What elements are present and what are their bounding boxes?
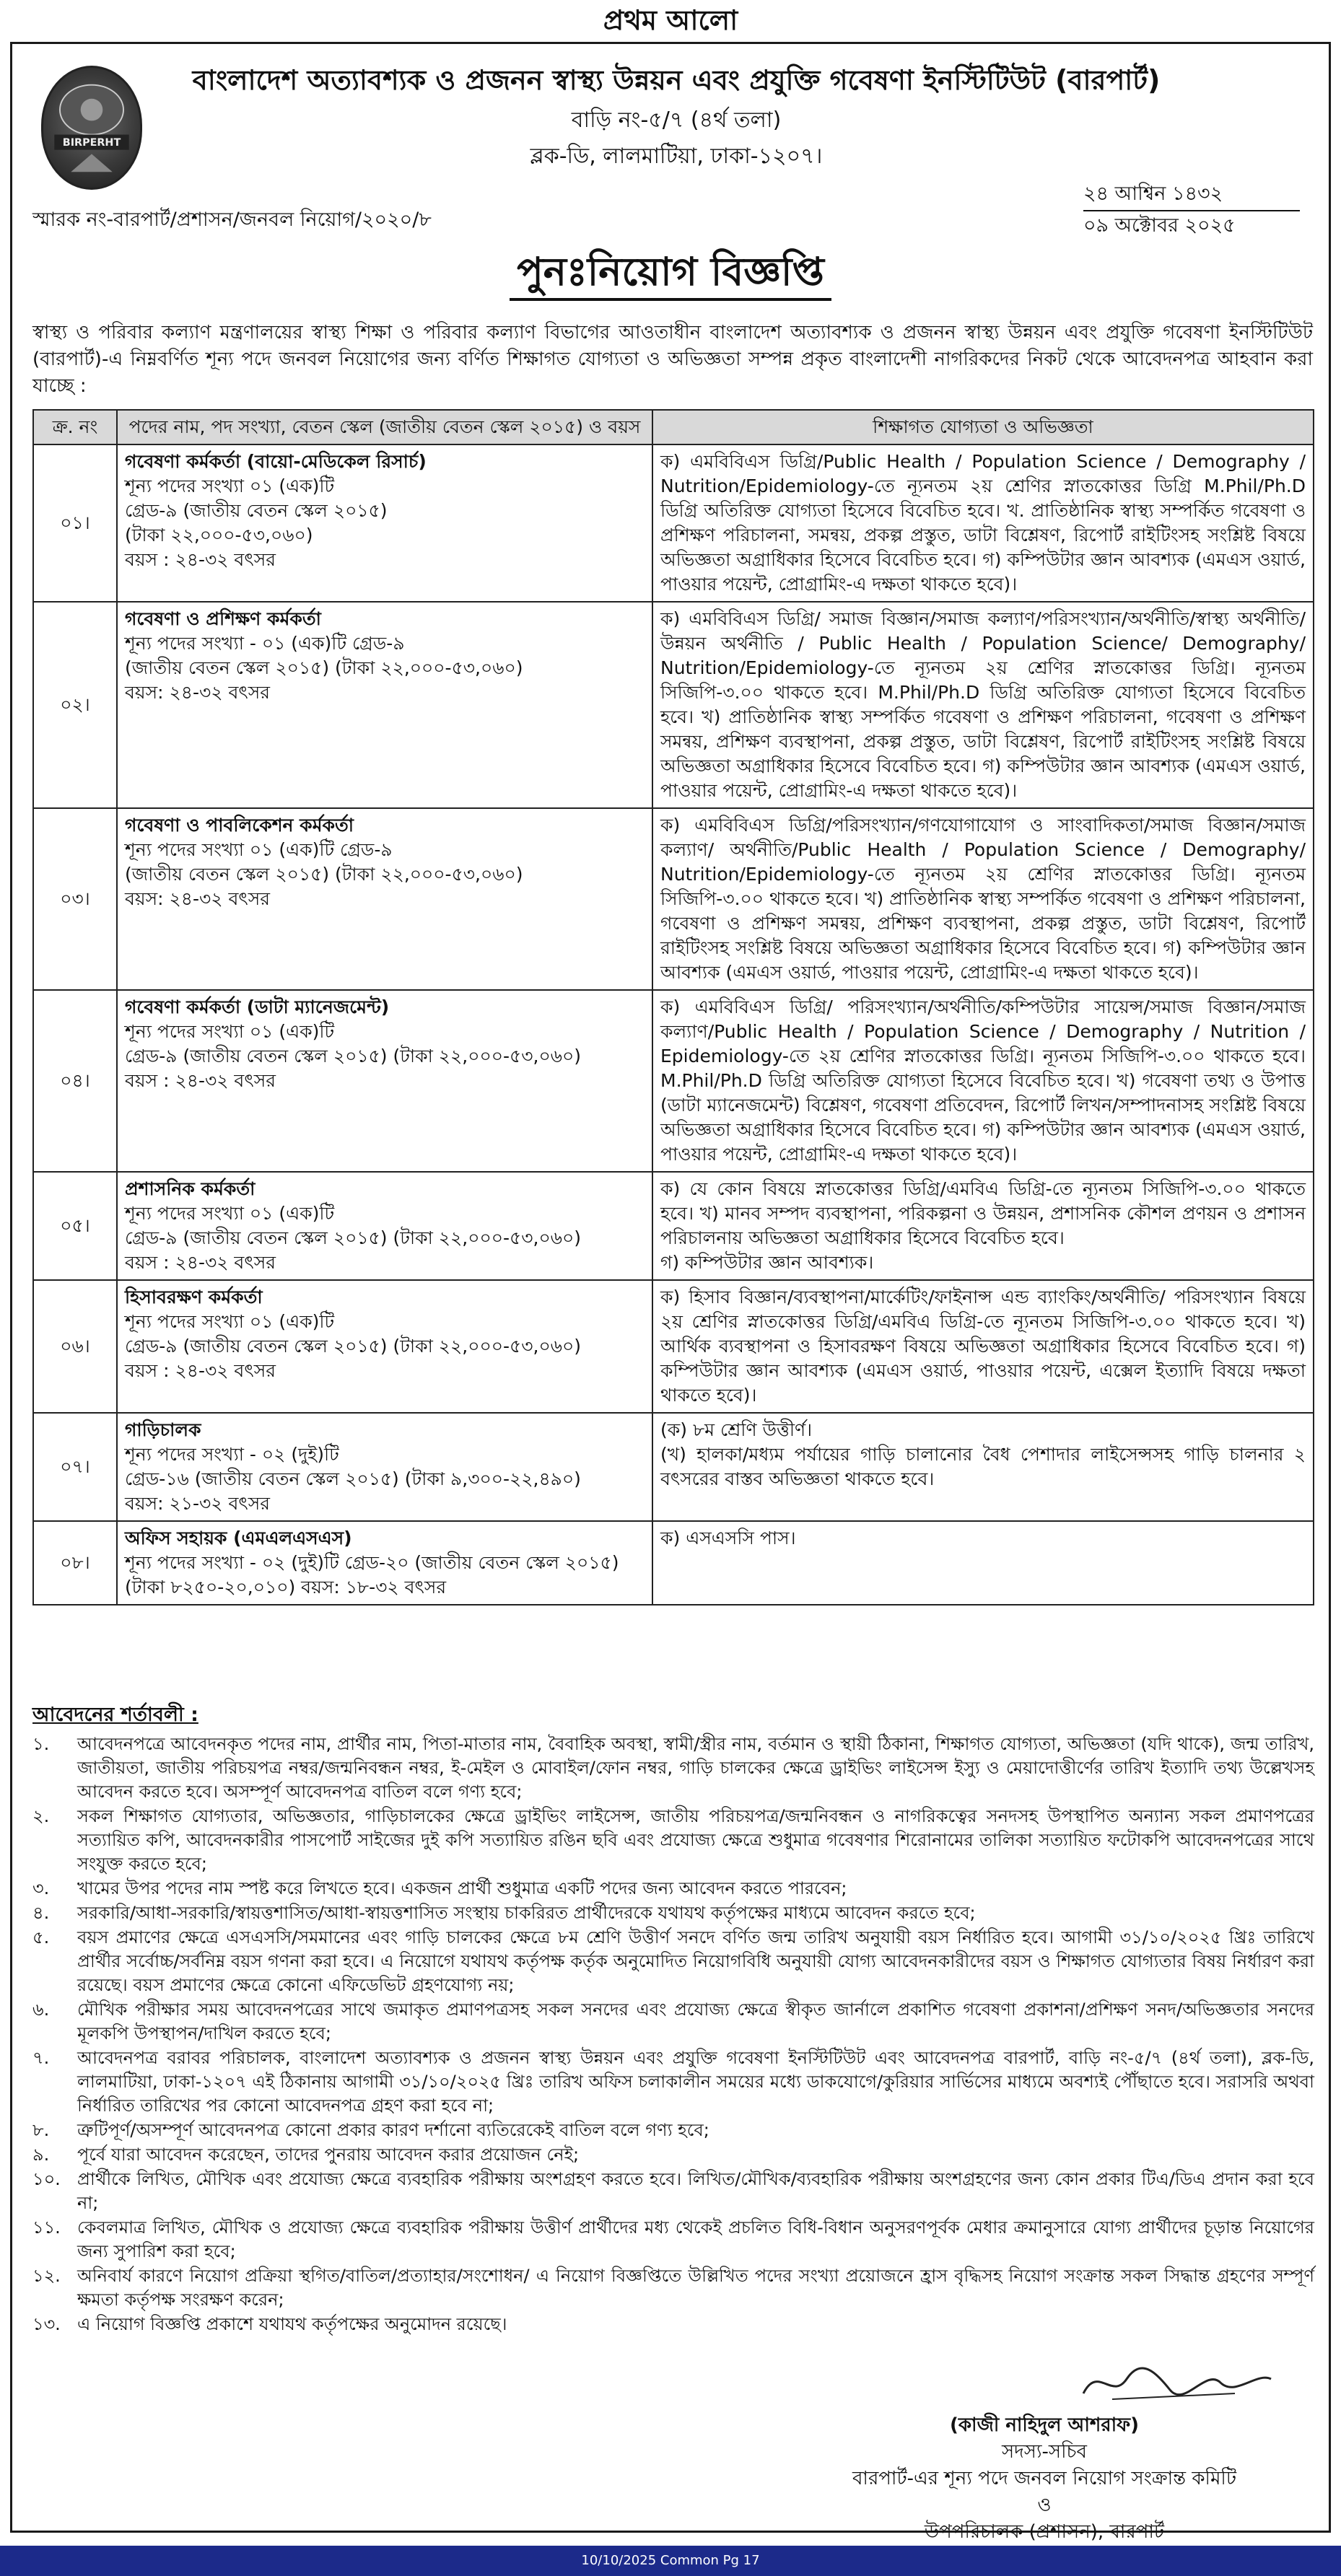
post-name: গবেষণা ও প্রশিক্ষণ কর্মকর্তা — [125, 608, 321, 629]
post-name: গবেষণা কর্মকর্তা (বায়ো-মেডিকেল রিসার্চ) — [125, 451, 427, 472]
condition-item — [32, 1926, 1314, 1997]
row-post-cell — [117, 1172, 652, 1280]
row-serial: ০৪। — [33, 990, 117, 1172]
row-serial: ০১। — [33, 444, 117, 602]
row-serial: ০২। — [33, 602, 117, 808]
condition-number: ৬. — [32, 1999, 50, 2020]
row-post-cell — [117, 444, 652, 602]
post-details: শূন্য পদের সংখ্যা ০১ (এক)টি গ্রেড-৯ (জাতীয় বেতন স্কেল ২০১৫) (টাকা ২২,০০০-৫৩,০৬০) বয়স : ২৪-৩২ বৎসর — [125, 476, 388, 570]
page-footer: 10/10/2025 Common Pg 17 — [0, 2546, 1341, 2576]
condition-item — [32, 2313, 1314, 2336]
signature-mark-icon — [1069, 2357, 1285, 2408]
condition-number: ৯. — [32, 2145, 50, 2165]
date-bangla: ২৪ আশ্বিন ১৪৩২ — [1083, 180, 1300, 211]
condition-number: ৮. — [32, 2120, 50, 2140]
condition-item — [32, 2119, 1314, 2142]
header-post: পদের নাম, পদ সংখ্যা, বেতন স্কেল (জাতীয় বেতন স্কেল ২০১৫) ও বয়স — [117, 410, 652, 444]
table-row — [33, 1521, 1314, 1605]
table-header-row — [33, 410, 1314, 444]
notice-date — [1083, 180, 1300, 240]
table-row — [33, 602, 1314, 808]
row-post-cell — [117, 1413, 652, 1521]
condition-text: খামের উপর পদের নাম স্পষ্ট করে লিখতে হবে। একজন প্রার্থী শুধুমাত্র একটি পদের জন্য আবেদন করতে পারবেন; — [77, 1878, 847, 1898]
condition-item — [32, 1877, 1314, 1901]
condition-number: ১১. — [32, 2217, 61, 2238]
row-serial: ০৮। — [33, 1521, 117, 1605]
condition-number: ৩. — [32, 1878, 50, 1898]
post-details: শূন্য পদের সংখ্যা - ০২ (দুই)টি গ্রেড-১৬ (জাতীয় বেতন স্কেল ২০১৫) (টাকা ৯,৩০০-২২,৪৯০) বয়স: ২১-৩২ বৎসর — [125, 1444, 581, 1514]
signatory-name: (কাজী নাহিদুল আশরাফ) — [949, 2414, 1140, 2436]
signatory-designation: সদস্য-সচিব — [1001, 2441, 1088, 2463]
address-line-2: ব্লক-ডি, লালমাটিয়া, ঢাকা-১২০৭। — [530, 144, 823, 169]
condition-item — [32, 1732, 1314, 1804]
table-row — [33, 1413, 1314, 1521]
condition-item — [32, 2046, 1314, 2118]
institute-emblem-icon — [41, 66, 142, 190]
table-row — [33, 990, 1314, 1172]
notice-title-wrap — [12, 246, 1329, 301]
address-line-1: বাড়ি নং-৫/৭ (৪র্থ তলা) — [571, 108, 782, 133]
signatory-committee: বারপার্ট-এর শূন্য পদে জনবল নিয়োগ সংক্রান্ত কমিটি — [852, 2468, 1237, 2489]
condition-text: পূর্বে যারা আবেদন করেছেন, তাদের পুনরায় আবেদন করার প্রয়োজন নেই; — [77, 2145, 580, 2165]
institute-title: বাংলাদেশ অত্যাবশ্যক ও প্রজনন স্বাস্থ্য উন্নয়ন এবং প্রযুক্তি গবেষণা ইনস্টিটিউট (বারপার্ট) — [192, 64, 1161, 96]
row-qualification: ক) হিসাব বিজ্ঞান/ব্যবস্থাপনা/মার্কেটিং/ফাইনান্স এন্ড ব্যাংকিং/অর্থনীতি/ পরিসংখ্যান বিষয়ে ২য় শ্রেণির স্নাতকোত্তর ডিগ্রি/এমবিএ ডিগ্রি-তে ন্যূনতম সিজিপি-৩.০০ থাকতে হবে। খ) আর্থিক ব্যবস্থাপনা ও হিসাবরক্ষণ বিষয়ে অভিজ্ঞতা অগ্রাধিকার হিসেবে বিবেচিত হবে। গ) কম্পিউটার জ্ঞান আবশ্যক (এমএস ওয়ার্ড, পাওয়ার পয়েন্ট, এক্সেল ইত্যাদি বিষয়ে দক্ষতা থাকতে হবে)। — [652, 1280, 1314, 1413]
newspaper-logo: প্রথম আলো — [603, 4, 738, 36]
memo-number: স্মারক নং-বারপার্ট/প্রশাসন/জনবল নিয়োগ/২০২০/৮ — [32, 209, 432, 231]
header-serial: ক্র. নং — [33, 410, 117, 444]
row-qualification: ক) এমবিবিএস ডিগ্রি/ পরিসংখ্যান/অর্থনীতি/কম্পিউটার সায়েন্স/সমাজ বিজ্ঞান/সমাজ কল্যাণ/Public Health / Population Science / Demography / Nutrition / Epidemiology-তে ২য় শ্রেণির স্নাতকোত্তর ডিগ্রি। ন্যূনতম সিজিপি-৩.০০ থাকতে হবে। M.Phil/Ph.D ডিগ্রি অতিরিক্ত যোগ্যতা হিসেবে বিবেচিত হবে। খ) গবেষণা তথ্য ও উপাত্ত (ডাটা ম্যানেজমেন্ট) বিশ্লেষণ, গবেষণা প্রতিবেদন, রিপোর্ট লিখন/সম্পাদনাসহ সংশ্লিষ্ট বিষয়ে অভিজ্ঞতা অগ্রাধিকার হিসেবে বিবেচিত হবে। গ) কম্পিউটার জ্ঞান আবশ্যক (এমএস ওয়ার্ড, পাওয়ার পয়েন্ট, প্রোগ্রামিং-এ দক্ষতা থাকতে হবে)। — [652, 990, 1314, 1172]
condition-item — [32, 2168, 1314, 2215]
condition-number: ১০. — [32, 2169, 61, 2189]
table-row — [33, 444, 1314, 602]
condition-number: ৭. — [32, 2048, 50, 2068]
row-post-cell — [117, 990, 652, 1172]
condition-number: ১২. — [32, 2266, 61, 2286]
row-qualification: ক) এমবিবিএস ডিগ্রি/Public Health / Population Science / Demography / Nutrition/Epidemiology-তে ন্যূনতম ২য় শ্রেণির স্নাতকোত্তর ডিগ্রি M.Phil/Ph.D ডিগ্রি অতিরিক্ত যোগ্যতা হিসেবে বিবেচিত হবে। খ. প্রাতিষ্ঠানিক স্বাস্থ্য সম্পর্কিত গবেষণা ও প্রশিক্ষণ পরিচালনা, সমন্বয়, প্রকল্প প্রস্তুত, ডাটা বিশ্লেষণ, রিপোর্ট রাইটিংসহ সংশ্লিষ্ট বিষয়ে অভিজ্ঞতা অগ্রাধিকার হিসেবে বিবেচিত হবে। গ) কম্পিউটার জ্ঞান আবশ্যক (এমএস ওয়ার্ড, পাওয়ার পয়েন্ট, প্রোগ্রামিং-এ দক্ষতা থাকতে হবে)। — [652, 444, 1314, 602]
signatory-conjunction: ও — [1037, 2494, 1052, 2516]
condition-text: বয়স প্রমাণের ক্ষেত্রে এসএসসি/সমমানের এবং গাড়ি চালকের ক্ষেত্রে ৮ম শ্রেণি উত্তীর্ণ সনদে বর্ণিত জন্ম তারিখ অনুযায়ী বয়স নির্ধারিত হবে। আগামী ৩১/১০/২০২৫ খ্রিঃ তারিখে প্রার্থীর সর্বোচ্চ/সর্বনিম্ন বয়স গণনা করা হবে। এ নিয়োগে যথাযথ কর্তৃপক্ষ কর্তৃক অনুমোদিত নিয়োগবিধি অনুযায়ী যোগ্য আবেদনকারীদের বয়স ও শিক্ষাগত যোগ্যতার বিষয় নির্ধারণ করা রয়েছে। বয়স প্রমাণের ক্ষেত্রে কোনো এফিডেভিট গ্রহণযোগ্য নয়; — [77, 1927, 1314, 1995]
row-serial: ০৭। — [33, 1413, 117, 1521]
condition-text: আবেদনপত্রে আবেদনকৃত পদের নাম, প্রার্থীর নাম, পিতা-মাতার নাম, বৈবাহিক অবস্থা, স্বামী/স্ত্রীর নাম, বর্তমান ও স্থায়ী ঠিকানা, শিক্ষাগত যোগ্যতা, অভিজ্ঞতা (যদি থাকে), জন্ম তারিখ, জাতীয়তা, জাতীয় পরিচয়পত্র নম্বর/জন্মনিবন্ধন নম্বর, ই-মেইল ও মোবাইল/ফোন নম্বর, গাড়ি চালকের ক্ষেত্রে ড্রাইভিং লাইসেন্স ইস্যু ও মেয়াদোত্তীর্ণের তারিখ ইত্যাদি তথ্য উল্লেখসহ আবেদন করতে হবে। অসম্পূর্ণ আবেদনপত্র বাতিল বলে গণ্য হবে; — [77, 1734, 1314, 1802]
condition-number: ১৩. — [32, 2314, 61, 2334]
condition-item — [32, 2143, 1314, 2167]
post-details: শূন্য পদের সংখ্যা ০১ (এক)টি গ্রেড-৯ (জাতীয় বেতন স্কেল ২০১৫) (টাকা ২২,০০০-৫৩,০৬০) বয়স : ২৪-৩২ বৎসর — [125, 1311, 581, 1381]
header-qualification: শিক্ষাগত যোগ্যতা ও অভিজ্ঞতা — [652, 410, 1314, 444]
condition-item — [32, 2216, 1314, 2264]
condition-number: ৪. — [32, 1903, 50, 1923]
post-details: শূন্য পদের সংখ্যা - ০২ (দুই)টি গ্রেড-২০ (জাতীয় বেতন স্কেল ২০১৫) (টাকা ৮২৫০-২০,০১০) বয়স: ১৮-৩২ বৎসর — [125, 1552, 619, 1598]
masthead — [0, 0, 1341, 42]
notice-title: পুনঃনিয়োগ বিজ্ঞপ্তি — [510, 246, 831, 301]
condition-number: ২. — [32, 1806, 50, 1826]
post-name: প্রশাসনিক কর্মকর্তা — [125, 1178, 255, 1199]
condition-text: সকল শিক্ষাগত যোগ্যতার, অভিজ্ঞতার, গাড়িচালকের ক্ষেত্রে ড্রাইভিং লাইসেন্স, জাতীয় পরিচয়পত্র/জন্মনিবন্ধন ও নাগরিকত্বের সনদসহ উপস্থাপিত অন্যান্য সকল প্রমাণপত্রের সত্যায়িত কপি, আবেদনকারীর পাসপোর্ট সাইজের দুই কপি সত্যায়িত রঙিন ছবি এবং প্রযোজ্য ক্ষেত্রে শুধুমাত্র গবেষণার শিরোনামের তালিকা সত্যায়িত ফটোকপি আবেদনপত্রের সাথে সংযুক্ত করতে হবে; — [77, 1806, 1314, 1874]
condition-text: মৌখিক পরীক্ষার সময় আবেদনপত্রের সাথে জমাকৃত প্রমাণপত্রসহ সকল সনদের এবং প্রযোজ্য ক্ষেত্রে স্বীকৃত জার্নালে প্রকাশিত গবেষণা প্রকাশনা/প্রশিক্ষণ সনদ/অভিজ্ঞতার সনদের মূলকপি উপস্থাপন/দাখিল করতে হবে; — [77, 1999, 1314, 2043]
condition-item — [32, 1998, 1314, 2046]
conditions-list — [32, 1732, 1314, 2337]
post-name: গাড়িচালক — [125, 1419, 201, 1440]
posts-table-body — [33, 444, 1314, 1605]
row-serial: ০৬। — [33, 1280, 117, 1413]
emblem-text: BIRPERHT — [62, 136, 121, 149]
row-post-cell — [117, 1521, 652, 1605]
row-qualification: ক) এমবিবিএস ডিগ্রি/পরিসংখ্যান/গণযোগাযোগ ও সাংবাদিকতা/সমাজ বিজ্ঞান/সমাজ কল্যাণ/ অর্থনীতি/Public Health / Population Science / Demography/ Nutrition/Epidemiology-তে ন্যূনতম ২য় শ্রেণির স্নাতকোত্তর ডিগ্রি। ন্যূনতম সিজিপি-৩.০০ থাকতে হবে। খ) প্রাতিষ্ঠানিক স্বাস্থ্য সম্পর্কিত গবেষণা ও প্রশিক্ষণ পরিচালনা, গবেষণা ও প্রশিক্ষণ সমন্বয়, প্রশিক্ষণ ব্যবস্থাপনা, প্রকল্প প্রস্তুত, ডাটা বিশ্লেষণ, রিপোর্ট রাইটিংসহ সংশ্লিষ্ট বিষয়ে অভিজ্ঞতা অগ্রাধিকার হিসেবে বিবেচিত হবে। গ) কম্পিউটার জ্ঞান আবশ্যক (এমএস ওয়ার্ড, পাওয়ার পয়েন্ট, প্রোগ্রামিং-এ দক্ষতা থাকতে হবে)। — [652, 808, 1314, 990]
condition-item — [32, 1901, 1314, 1925]
notice-frame — [10, 42, 1331, 2543]
post-name: গবেষণা ও পাবলিকেশন কর্মকর্তা — [125, 815, 354, 836]
post-name: হিসাবরক্ষণ কর্মকর্তা — [125, 1287, 263, 1307]
signatory-office: উপপরিচালক (প্রশাসন), বারপার্ট — [924, 2521, 1165, 2543]
posts-table — [32, 409, 1314, 1605]
row-post-cell — [117, 808, 652, 990]
condition-item — [32, 1805, 1314, 1876]
table-row — [33, 1280, 1314, 1413]
post-details: শূন্য পদের সংখ্যা ০১ (এক)টি গ্রেড-৯ (জাতীয় বেতন স্কেল ২০১৫) (টাকা ২২,০০০-৫৩,০৬০) বয়স: ২৪-৩২ বৎসর — [125, 839, 523, 909]
post-name: অফিস সহায়ক (এমএলএসএস) — [125, 1528, 352, 1548]
condition-text: অনিবার্য কারণে নিয়োগ প্রক্রিয়া স্থগিত/বাতিল/প্রত্যাহার/সংশোধন/ এ নিয়োগ বিজ্ঞপ্তিতে উল্লিখিত পদের সংখ্যা প্রয়োজনে হ্রাস বৃদ্ধিসহ নিয়োগ সংক্রান্ত সকল সিদ্ধান্ত গ্রহণের সম্পূর্ণ ক্ষমতা কর্তৃপক্ষ সংরক্ষণ করেন; — [77, 2266, 1314, 2310]
condition-text: সরকারি/আধা-সরকারি/স্বায়ত্তশাসিত/আধা-স্বায়ত্তশাসিত সংস্থায় চাকরিরত প্রার্থীদেরকে যথাযথ কর্তৃপক্ষের মাধ্যমে আবেদন করতে হবে; — [77, 1903, 976, 1923]
condition-item — [32, 2264, 1314, 2312]
intro-paragraph: স্বাস্থ্য ও পরিবার কল্যাণ মন্ত্রণালয়ের স্বাস্থ্য শিক্ষা ও পরিবার কল্যাণ বিভাগের আওতাধীন বাংলাদেশ অত্যাবশ্যক ও প্রজনন স্বাস্থ্য উন্নয়ন এবং প্রযুক্তি গবেষণা ইনস্টিটিউট (বারপার্ট)-এ নিম্নবর্ণিত শূন্য পদে জনবল নিয়োগের জন্য বর্ণিত শিক্ষাগত যোগ্যতা ও অভিজ্ঞতা সম্পন্ন প্রকৃত বাংলাদেশী নাগরিকদের নিকট থেকে আবেদনপত্র আহবান করা যাচ্ছে : — [32, 322, 1313, 397]
row-qualification: ক) এসএসসি পাস। — [652, 1521, 1314, 1605]
condition-text: এ নিয়োগ বিজ্ঞপ্তি প্রকাশে যথাযথ কর্তৃপক্ষের অনুমোদন রয়েছে। — [77, 2314, 507, 2334]
date-english: ০৯ অক্টোবর ২০২৫ — [1083, 214, 1236, 237]
row-serial: ০৩। — [33, 808, 117, 990]
condition-number: ১. — [32, 1734, 50, 1754]
conditions-heading: আবেদনের শর্তাবলী : — [32, 1704, 198, 1726]
condition-text: কেবলমাত্র লিখিত, মৌখিক ও প্রযোজ্য ক্ষেত্রে ব্যবহারিক পরীক্ষায় উত্তীর্ণ প্রার্থীদের মধ্য থেকেই প্রচলিত বিধি-বিধান অনুসরণপূর্বক মেধার ক্রমানুসারে যোগ্য প্রার্থীদের চূড়ান্ত নিয়োগের জন্য সুপারিশ করা হবে; — [77, 2217, 1314, 2261]
row-qualification: (ক) ৮ম শ্রেণি উত্তীর্ণ। (খ) হালকা/মধ্যম পর্যায়ের গাড়ি চালানোর বৈধ পেশাদার লাইসেন্সসহ গাড়ি চালনার ২ বৎসরের বাস্তব অভিজ্ঞতা থাকতে হবে। — [652, 1413, 1314, 1521]
row-serial: ০৫। — [33, 1172, 117, 1280]
condition-number: ৫. — [32, 1927, 50, 1948]
row-qualification: ক) যে কোন বিষয়ে স্নাতকোত্তর ডিগ্রি/এমবিএ ডিগ্রি-তে ন্যূনতম সিজিপি-৩.০০ থাকতে হবে। খ) মানব সম্পদ ব্যবস্থাপনা, পরিকল্পনা ও উন্নয়ন, প্রশাসনিক কৌশল প্রণয়ন ও প্রশাসন পরিচালনায় অভিজ্ঞতা অগ্রাধিকার হিসেবে বিবেচিত হবে। গ) কম্পিউটার জ্ঞান আবশ্যক। — [652, 1172, 1314, 1280]
post-name: গবেষণা কর্মকর্তা (ডাটা ম্যানেজমেন্ট) — [125, 996, 390, 1017]
row-post-cell — [117, 602, 652, 808]
condition-text: আবেদনপত্র বরাবর পরিচালক, বাংলাদেশ অত্যাবশ্যক ও প্রজনন স্বাস্থ্য উন্নয়ন এবং প্রযুক্তি গবেষণা ইনস্টিটিউট এবং আবেদনপত্র বারপার্ট, বাড়ি নং-৫/৭ (৪র্থ তলা), ব্লক-ডি, লালমাটিয়া, ঢাকা-১২০৭ এই ঠিকানায় আগামী ৩১/১০/২০২৫ খ্রিঃ তারিখ অফিস চলাকালীন সময়ের মধ্যে ডাকযোগে/কুরিয়ার সার্ভিসের মাধ্যমে অবশ্যই পৌঁছাতে হবে। সরাসরি অথবা নির্ধারিত তারিখের পর কোনো আবেদনপত্র গ্রহণ করা হবে না; — [77, 2048, 1314, 2116]
row-post-cell — [117, 1280, 652, 1413]
post-details: শূন্য পদের সংখ্যা - ০১ (এক)টি গ্রেড-৯ (জাতীয় বেতন স্কেল ২০১৫) (টাকা ২২,০০০-৫৩,০৬০) বয়স: ২৪-৩২ বৎসর — [125, 633, 523, 703]
row-qualification: ক) এমবিবিএস ডিগ্রি/ সমাজ বিজ্ঞান/সমাজ কল্যাণ/পরিসংখ্যান/অর্থনীতি/স্বাস্থ্য অর্থনীতি/ উন্নয়ন অর্থনীতি / Public Health / Population Science/ Demography/ Nutrition/Epidemiology-তে ন্যূনতম ২য় শ্রেণির স্নাতকোত্তর ডিগ্রি। ন্যূনতম সিজিপি-৩.০০ থাকতে হবে। M.Phil/Ph.D ডিগ্রি অতিরিক্ত যোগ্যতা হিসেবে বিবেচিত হবে। খ) প্রাতিষ্ঠানিক স্বাস্থ্য সম্পর্কিত গবেষণা ও প্রশিক্ষণ পরিচালনা, গবেষণা ও প্রশিক্ষণ সমন্বয়, প্রশিক্ষণ ব্যবস্থাপনা, প্রকল্প প্রস্তুত, ডাটা বিশ্লেষণ, রিপোর্ট রাইটিংসহ সংশ্লিষ্ট বিষয়ে অভিজ্ঞতা অগ্রাধিকার হিসেবে বিবেচিত হবে। গ) কম্পিউটার জ্ঞান আবশ্যক (এমএস ওয়ার্ড, পাওয়ার পয়েন্ট, প্রোগ্রামিং-এ দক্ষতা থাকতে হবে)। — [652, 602, 1314, 808]
table-row — [33, 1172, 1314, 1280]
signature-block — [777, 2412, 1311, 2546]
post-details: শূন্য পদের সংখ্যা ০১ (এক)টি গ্রেড-৯ (জাতীয় বেতন স্কেল ২০১৫) (টাকা ২২,০০০-৫৩,০৬০) বয়স : ২৪-৩২ বৎসর — [125, 1021, 581, 1091]
condition-text: প্রার্থীকে লিখিত, মৌখিক এবং প্রযোজ্য ক্ষেত্রে ব্যবহারিক পরীক্ষায় অংশগ্রহণ করতে হবে। লিখিত/মৌখিক/ব্যবহারিক পরীক্ষায় অংশগ্রহণের জন্য কোন প্রকার টিএ/ডিএ প্রদান করা হবে না; — [77, 2169, 1314, 2213]
table-row — [33, 808, 1314, 990]
post-details: শূন্য পদের সংখ্যা ০১ (এক)টি গ্রেড-৯ (জাতীয় বেতন স্কেল ২০১৫) (টাকা ২২,০০০-৫৩,০৬০) বয়স : ২৪-৩২ বৎসর — [125, 1203, 581, 1273]
condition-text: ত্রুটিপূর্ণ/অসম্পূর্ণ আবেদনপত্র কোনো প্রকার কারণ দর্শানো ব্যতিরেকেই বাতিল বলে গণ্য হবে; — [77, 2120, 709, 2140]
